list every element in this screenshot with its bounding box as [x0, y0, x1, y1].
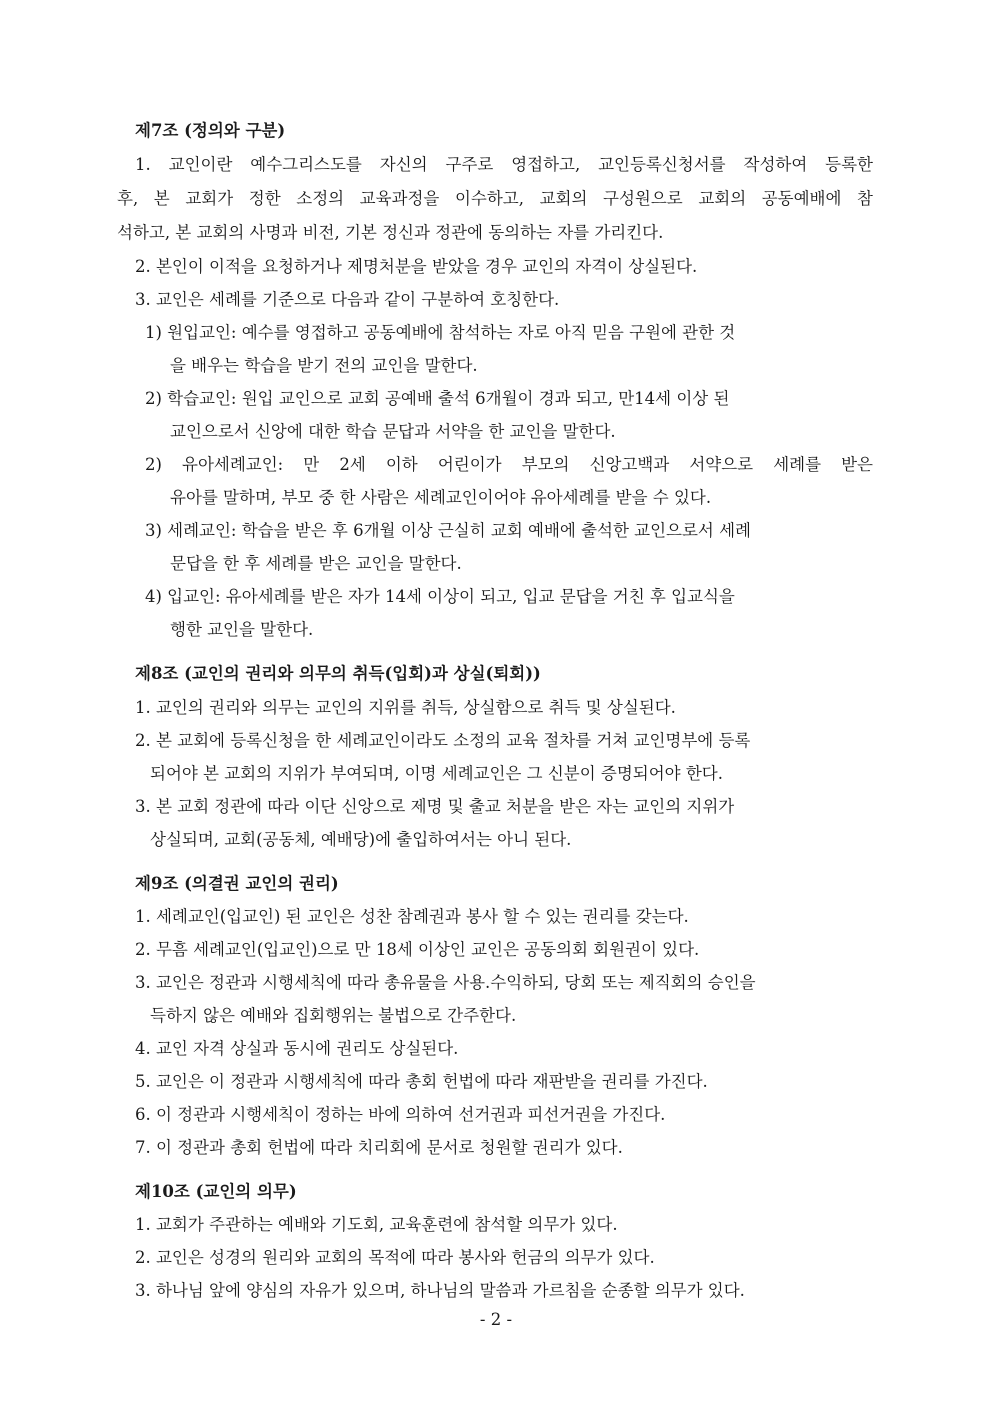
article-9-line-cont: 득하지 않은 예배와 집회행위는 불법으로 간주한다. — [150, 1006, 517, 1025]
article-10-line: 1. 교회가 주관하는 예배와 기도회, 교육훈련에 참석할 의무가 있다. — [135, 1215, 618, 1234]
article-10-heading: 제10조 (교인의 의무) — [135, 1182, 297, 1201]
article-7-subitem: 1) 원입교인: 예수를 영접하고 공동예배에 참석하는 자로 아직 믿음 구원에 관한 것 — [145, 323, 736, 342]
article-7-subitem: 2) 학습교인: 원입 교인으로 교회 공예배 출석 6개월이 경과 되고, 만14세 이상 된 — [145, 389, 730, 408]
article-8-line-cont: 되어야 본 교회의 지위가 부여되며, 이명 세례교인은 그 신분이 증명되어야 한다. — [150, 764, 723, 783]
article-7-subitem: 2) 유아세례교인: 만 2세 이하 어린이가 부모의 신앙고백과 서약으로 세례를 받은 — [145, 455, 873, 474]
article-9-line: 7. 이 정관과 총회 헌법에 따라 치리회에 문서로 청원할 권리가 있다. — [135, 1138, 623, 1157]
article-7-heading: 제7조 (정의와 구분) — [135, 121, 286, 140]
article-9-line: 2. 무흠 세례교인(입교인)으로 만 18세 이상인 교인은 공동의회 회원권이 있다. — [135, 940, 700, 959]
article-9-line: 1. 세례교인(입교인) 된 교인은 성찬 참례권과 봉사 할 수 있는 권리를 갖는다. — [135, 907, 689, 926]
article-8-line: 3. 본 교회 정관에 따라 이단 신앙으로 제명 및 출교 처분을 받은 자는 교인의 지위가 — [135, 797, 735, 816]
article-7-line: 석하고, 본 교회의 사명과 비전, 기본 정신과 정관에 동의하는 자를 가리킨다. — [117, 223, 664, 242]
article-8-line-cont: 상실되며, 교회(공동체, 예배당)에 출입하여서는 아니 된다. — [150, 830, 572, 849]
article-7-subitem-cont: 유아를 말하며, 부모 중 한 사람은 세례교인이어야 유아세례를 받을 수 있다. — [170, 488, 712, 507]
article-10-line: 2. 교인은 성경의 원리와 교회의 목적에 따라 봉사와 헌금의 의무가 있다. — [135, 1248, 655, 1267]
article-7-line: 2. 본인이 이적을 요청하거나 제명처분을 받았을 경우 교인의 자격이 상실된다. — [135, 257, 698, 276]
article-9-line: 3. 교인은 정관과 시행세칙에 따라 총유물을 사용.수익하되, 당회 또는 제직회의 승인을 — [135, 973, 756, 992]
article-8-line: 2. 본 교회에 등록신청을 한 세례교인이라도 소정의 교육 절차를 거쳐 교인명부에 등록 — [135, 731, 751, 750]
article-7-subitem: 3) 세례교인: 학습을 받은 후 6개월 이상 근실히 교회 예배에 출석한 교인으로서 세례 — [145, 521, 751, 540]
article-8-line: 1. 교인의 권리와 의무는 교인의 지위를 취득, 상실함으로 취득 및 상실된다. — [135, 698, 676, 717]
article-7-subitem-cont: 문답을 한 후 세례를 받은 교인을 말한다. — [170, 554, 462, 573]
article-7-subitem-cont: 교인으로서 신앙에 대한 학습 문답과 서약을 한 교인을 말한다. — [170, 422, 616, 441]
article-9-line: 6. 이 정관과 시행세칙이 정하는 바에 의하여 선거권과 피선거권을 가진다. — [135, 1105, 666, 1124]
article-7-subitem-cont: 행한 교인을 말한다. — [170, 620, 314, 639]
article-9-line: 5. 교인은 이 정관과 시행세칙에 따라 총회 헌법에 따라 재판받을 권리를 가진다. — [135, 1072, 708, 1091]
article-8-heading: 제8조 (교인의 권리와 의무의 취득(입회)과 상실(퇴회)) — [135, 664, 541, 683]
article-7-line: 후, 본 교회가 정한 소정의 교육과정을 이수하고, 교회의 구성원으로 교회의 공동예배에 참 — [117, 189, 873, 208]
page-number: - 2 - — [479, 1310, 513, 1329]
article-10-line: 3. 하나님 앞에 양심의 자유가 있으며, 하나님의 말씀과 가르침을 순종할 의무가 있다. — [135, 1281, 745, 1300]
article-7-line: 1. 교인이란 예수그리스도를 자신의 구주로 영접하고, 교인등록신청서를 작성하여 등록한 — [135, 155, 873, 174]
article-7-subitem-cont: 을 배우는 학습을 받기 전의 교인을 말한다. — [170, 356, 478, 375]
article-9-heading: 제9조 (의결권 교인의 권리) — [135, 874, 339, 893]
article-7-subitem: 4) 입교인: 유아세례를 받은 자가 14세 이상이 되고, 입교 문답을 거친 후 입교식을 — [145, 587, 735, 606]
article-7-line: 3. 교인은 세례를 기준으로 다음과 같이 구분하여 호칭한다. — [135, 290, 560, 309]
article-9-line: 4. 교인 자격 상실과 동시에 권리도 상실된다. — [135, 1039, 459, 1058]
